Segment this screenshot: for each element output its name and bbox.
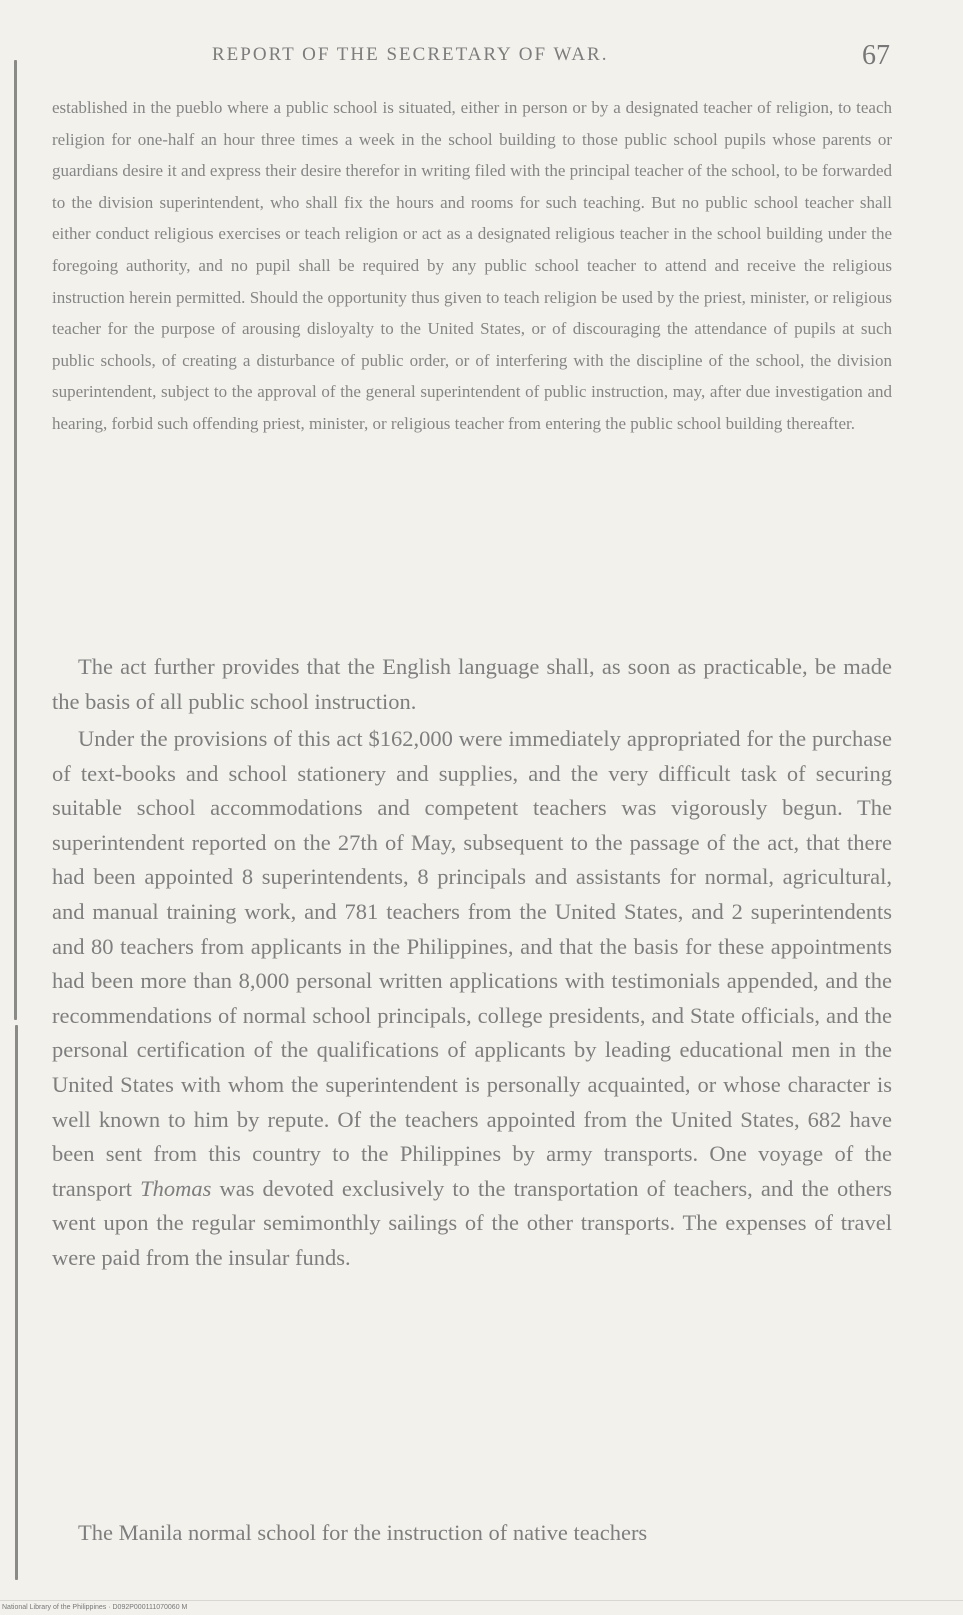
- header-title: REPORT OF THE SECRETARY OF WAR.: [212, 44, 609, 65]
- binding-edge-top: [14, 60, 17, 1020]
- footer-credit: National Library of the Philippines · D092P000111070060 M: [2, 1604, 188, 1611]
- paragraph-appropriations-part2: was devoted exclusively to the transportation of teachers, and the others went upon the regular semimonthly sailings of the other transports. The expenses of travel were paid from the insular funds.: [52, 1175, 893, 1270]
- page-number: 67: [862, 40, 890, 71]
- paragraph-appropriations-part1: Under the provisions of this act $162,000 were immediately appropriated for the purchase of text-books and school stationery and supplies, and the very difficult task of securing suitable school accommodations and competent teachers was vigorously begun. The superintendent reported on the 27th of May, subsequent to the passage of the act, that there had been appointed 8 superintendents, 8 principals and assistants for normal, agricultural, and manual training work, and 781 teachers from the United States, and 2 superintendents and 80 teachers from applicants in the Philippines, and that the basis for these appointments had been more than 8,000 personal written applications with testimonials appended, and the recommendations of normal school principals, college presidents, and State officials, and the personal certification of the qualifications of applicants by leading educational men in the United States with whom the superintendent is personally acquainted, or whose character is well known to him by repute. Of the teachers appointed from the United States, 682 have been sent from this country to the Philippines by army transports. One voyage of the transport: [52, 726, 892, 1201]
- binding-edge-bottom: [15, 1025, 18, 1580]
- running-header: [52, 42, 892, 76]
- footer-rule: [0, 1600, 963, 1601]
- paragraph-english-language: The act further provides that the English language shall, as soon as practicable, be made the basis of all public school instruction.: [52, 654, 892, 714]
- paragraph-appropriations: [52, 722, 892, 1276]
- ship-name: Thomas: [140, 1175, 212, 1201]
- quoted-act-text: established in the pueblo where a public school is situated, either in person or by a designated teacher of religion, to teach religion for one-half an hour three times a week in the school building to those public school pupils whose parents or guardians desire it and express their desire therefor in writing filed with the principal teacher of the school, to be forwarded to the division superintendent, who shall fix the hours and rooms for such teaching. But no public school teacher shall either conduct religious exercises or teach religion or act as a designated religious teacher in the school building under the foregoing authority, and no pupil shall be required by any public school teacher to attend and receive the religious instruction herein permitted. Should the opportunity thus given to teach religion be used by the priest, minister, or religious teacher for the purpose of arousing disloyalty to the United States, or of discouraging the attendance of pupils at such public schools, of creating a disturbance of public order, or of interfering with the discipline of the school, the division superintendent, subject to the approval of the general superintendent of public instruction, may, after due investigation and hearing, forbid such offending priest, minister, or religious teacher from entering the public school building thereafter.: [52, 98, 892, 433]
- paragraph-normal-school: The Manila normal school for the instruction of native teachers: [78, 1520, 648, 1545]
